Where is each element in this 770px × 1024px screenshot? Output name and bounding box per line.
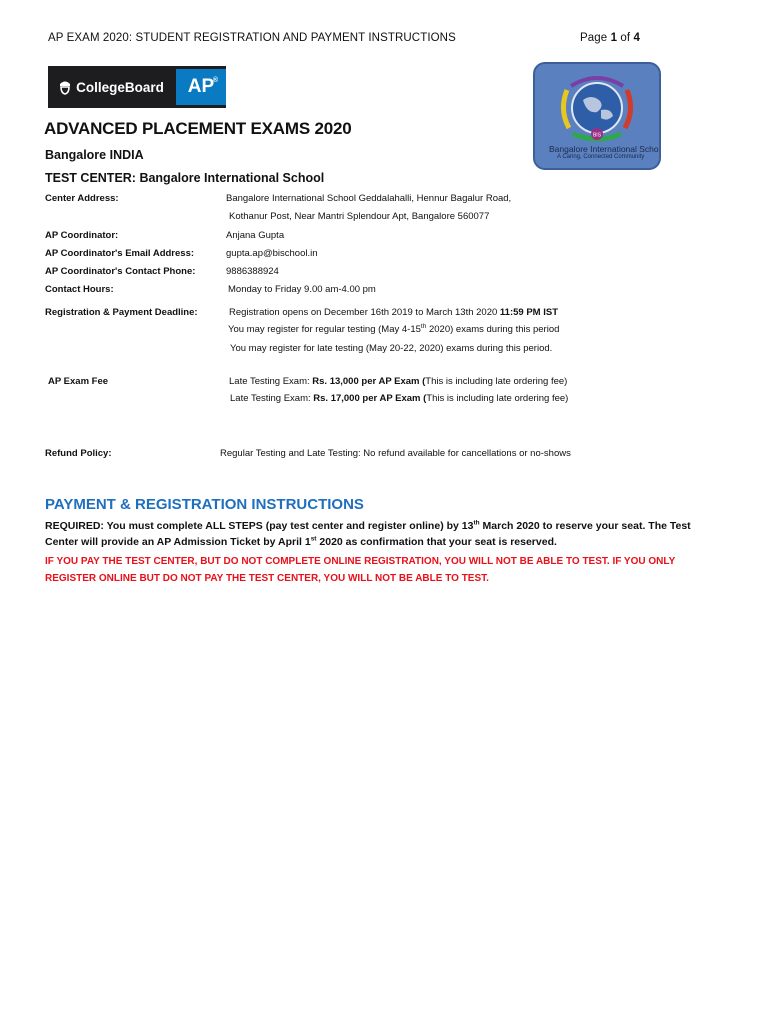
deadline-line1-text: Registration opens on December 16th 2019 to March 13th 2020 xyxy=(229,307,500,318)
hours-label: Contact Hours: xyxy=(45,284,114,295)
fee-line2-amount: Rs. 17,000 per AP Exam ( xyxy=(313,393,427,404)
fee-line2-note: This is including late ordering fee) xyxy=(426,393,569,404)
deadline-line3: You may register for late testing (May 20-22, 2020) exams during this period. xyxy=(230,343,553,354)
page-indicator xyxy=(580,32,640,44)
page-of: of xyxy=(620,32,631,44)
test-center-heading: TEST CENTER: Bangalore International School xyxy=(45,171,325,185)
page-title: ADVANCED PLACEMENT EXAMS 2020 xyxy=(44,119,352,138)
collegeboard-text: CollegeBoard xyxy=(76,79,164,95)
fee-line1-text: Late Testing Exam: xyxy=(229,376,313,387)
school-logo-name: Bangalore International Scho xyxy=(549,144,659,154)
deadline-label: Registration & Payment Deadline: xyxy=(45,307,198,318)
page-total: 4 xyxy=(633,32,640,44)
refund-label: Refund Policy: xyxy=(45,448,112,459)
ap-text: AP xyxy=(187,76,215,97)
location-heading: Bangalore INDIA xyxy=(45,148,144,162)
school-logo-tagline: A Caring, Connected Community xyxy=(557,154,645,160)
school-logo xyxy=(533,62,661,170)
collegeboard-logo xyxy=(48,66,174,108)
fee-line1-amount: Rs. 13,000 per AP Exam ( xyxy=(312,376,426,387)
required-line1-text: REQUIRED: You must complete ALL STEPS (pay test center and register online) by 13 xyxy=(45,520,474,532)
ap-logo: AP ® xyxy=(176,69,226,105)
required-line1-sup: th xyxy=(473,519,480,527)
email-label: AP Coordinator's Email Address: xyxy=(45,248,195,259)
deadline-line2-tail: 2020) exams during this period xyxy=(426,324,560,335)
school-badge-text: BIS xyxy=(592,132,602,139)
fee-line2 xyxy=(230,393,568,404)
warning-line2: REGISTER ONLINE BUT DO NOT PAY THE TEST CENTER, YOU WILL NOT BE ABLE TO TEST. xyxy=(45,573,489,584)
coordinator-label: AP Coordinator: xyxy=(45,230,119,241)
refund-value: Regular Testing and Late Testing: No refund available for cancellations or no-shows xyxy=(220,448,571,459)
page-prefix: Page xyxy=(580,32,608,44)
document-header-title: AP EXAM 2020: STUDENT REGISTRATION AND PAYMENT INSTRUCTIONS xyxy=(48,32,456,44)
center-address-line1: Bangalore International School Geddalahalli, Hennur Bagalur Road, xyxy=(226,193,512,204)
warning-line1: IF YOU PAY THE TEST CENTER, BUT DO NOT COMPLETE ONLINE REGISTRATION, YOU WILL NOT BE ABLE TO TEST. IF YOU ONLY xyxy=(45,556,676,567)
deadline-line2 xyxy=(228,324,559,335)
collegeboard-ap-logo xyxy=(48,66,226,108)
phone-label: AP Coordinator's Contact Phone: xyxy=(45,266,196,277)
coordinator-value: Anjana Gupta xyxy=(226,230,285,241)
fee-line1 xyxy=(229,376,567,387)
payment-heading: PAYMENT & REGISTRATION INSTRUCTIONS xyxy=(45,496,364,513)
globe-emblem-icon xyxy=(535,64,659,144)
page-number: 1 xyxy=(610,32,618,44)
required-line2-sup: st xyxy=(310,535,317,543)
required-line2-tail: 2020 as confirmation that your seat is reserved. xyxy=(316,536,557,548)
center-address-label: Center Address: xyxy=(45,193,119,204)
fee-line2-text: Late Testing Exam: xyxy=(230,393,314,404)
email-value[interactable]: gupta.ap@bischool.in xyxy=(226,248,318,259)
acorn-icon xyxy=(58,79,72,95)
deadline-time: 11:59 PM IST xyxy=(499,307,559,318)
hours-value: Monday to Friday 9.00 am-4.00 pm xyxy=(228,284,376,295)
phone-value: 9886388924 xyxy=(226,266,279,277)
deadline-line2-text: You may register for regular testing (May 4-15 xyxy=(228,324,421,335)
center-address-line2: Kothanur Post, Near Mantri Splendour Apt, Bangalore 560077 xyxy=(229,211,490,222)
fee-line1-note: This is including late ordering fee) xyxy=(425,376,568,387)
deadline-line1 xyxy=(229,307,558,318)
required-line2 xyxy=(45,536,557,548)
required-line2-text: Center will provide an AP Admission Ticket by April 1 xyxy=(45,536,311,548)
required-line1 xyxy=(45,520,691,532)
required-line1-tail: March 2020 to reserve your seat. The Test xyxy=(479,520,691,532)
fee-label: AP Exam Fee xyxy=(48,376,109,387)
deadline-line2-sup: th xyxy=(420,322,427,330)
